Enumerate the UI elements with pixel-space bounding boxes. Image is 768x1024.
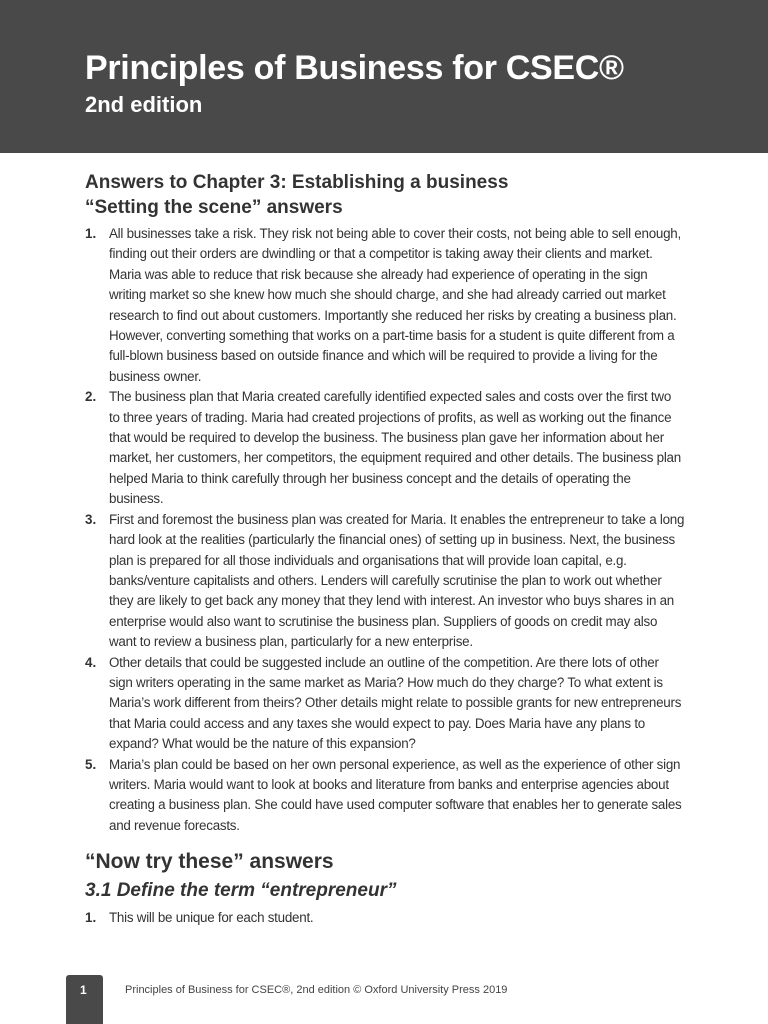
list-item bbox=[85, 908, 685, 928]
setting-the-scene-heading: “Setting the scene” answers bbox=[85, 197, 343, 218]
page-header bbox=[0, 0, 768, 153]
list-item bbox=[85, 510, 685, 653]
list-item bbox=[85, 387, 685, 509]
now-try-these-heading: “Now try these” answers bbox=[85, 850, 334, 874]
item-number: 4. bbox=[85, 654, 97, 670]
page-number-tab bbox=[66, 975, 103, 1024]
now-try-these-list bbox=[85, 908, 685, 928]
book-edition: 2nd edition bbox=[85, 92, 203, 117]
page-number: 1 bbox=[80, 983, 87, 997]
item-number: 1. bbox=[85, 226, 97, 241]
list-item bbox=[85, 224, 685, 387]
chapter-heading: Answers to Chapter 3: Establishing a business bbox=[85, 172, 509, 193]
footer-copyright: Principles of Business for CSEC®, 2nd edition © Oxford University Press 2019 bbox=[125, 984, 508, 996]
item-text: Maria’s plan could be based on her own personal experience, as well as the experience of other sign writers. Maria would want to look at books and literature from banks and enterprise agencies about creating a business plan. She could have used computer software that enables her to generate sales and revenue forecasts. bbox=[109, 756, 682, 833]
item-number: 3. bbox=[85, 511, 97, 527]
list-item bbox=[85, 755, 685, 837]
item-number: 1. bbox=[85, 910, 97, 926]
item-number: 2. bbox=[85, 389, 97, 405]
item-number: 5. bbox=[85, 756, 97, 772]
item-text: The business plan that Maria created carefully identified expected sales and costs over the first two to three years of trading. Maria had created projections of profits, as well as working out the finance that would be required to develop the business. The business plan gave her information about her market, her customers, her competitors, the equipment required and other details. The business plan helped Maria to think carefully through her business concept and the details of operating the business. bbox=[109, 389, 681, 507]
main-content bbox=[85, 170, 685, 929]
item-text: All businesses take a risk. They risk not being able to cover their costs, not being able to sell enough, finding out their orders are dwindling or that a competitor is taking away their clients and market. Maria was able to reduce that risk because she already had experience of operating in the sign writing market so she knew how much she should charge, and she had already carried out market research to find out about customers. Importantly she reduced her risks by creating a business plan. However, converting something that works on a part-time basis for a student is quite different from a full-blown business based on outside finance and which will be required to provide a living for the business owner. bbox=[109, 226, 681, 384]
book-title: Principles of Business for CSEC® bbox=[85, 49, 624, 87]
item-text: This will be unique for each student. bbox=[109, 910, 314, 926]
subsection-heading: 3.1 Define the term “entrepreneur” bbox=[85, 880, 397, 902]
setting-the-scene-list bbox=[85, 224, 685, 836]
item-text: First and foremost the business plan was created for Maria. It enables the entrepreneur to take a long hard look at the realities (particularly the financial ones) of setting up in business. Next, the business plan is prepared for all those individuals and organisations that will provide loan capital, e.g. banks/venture capitalists and others. Lenders will carefully scrutinise the plan to work out whether they are likely to get back any money that they lend with interest. An investor who buys shares in an enterprise would also want to scrutinise the business plan. Suppliers of goods on credit may also want to review a business plan, particularly for a new enterprise. bbox=[109, 511, 685, 650]
item-text: Other details that could be suggested include an outline of the competition. Are there lots of other sign writers operating in the same market as Maria? How much do they charge? To what extent is Maria’s work different from theirs? Other details might relate to possible grants for new entrepreneurs that Maria could access and any taxes she would expect to pay. Does Maria have any plans to expand? What would be the nature of this expansion? bbox=[109, 654, 682, 752]
list-item bbox=[85, 653, 685, 755]
